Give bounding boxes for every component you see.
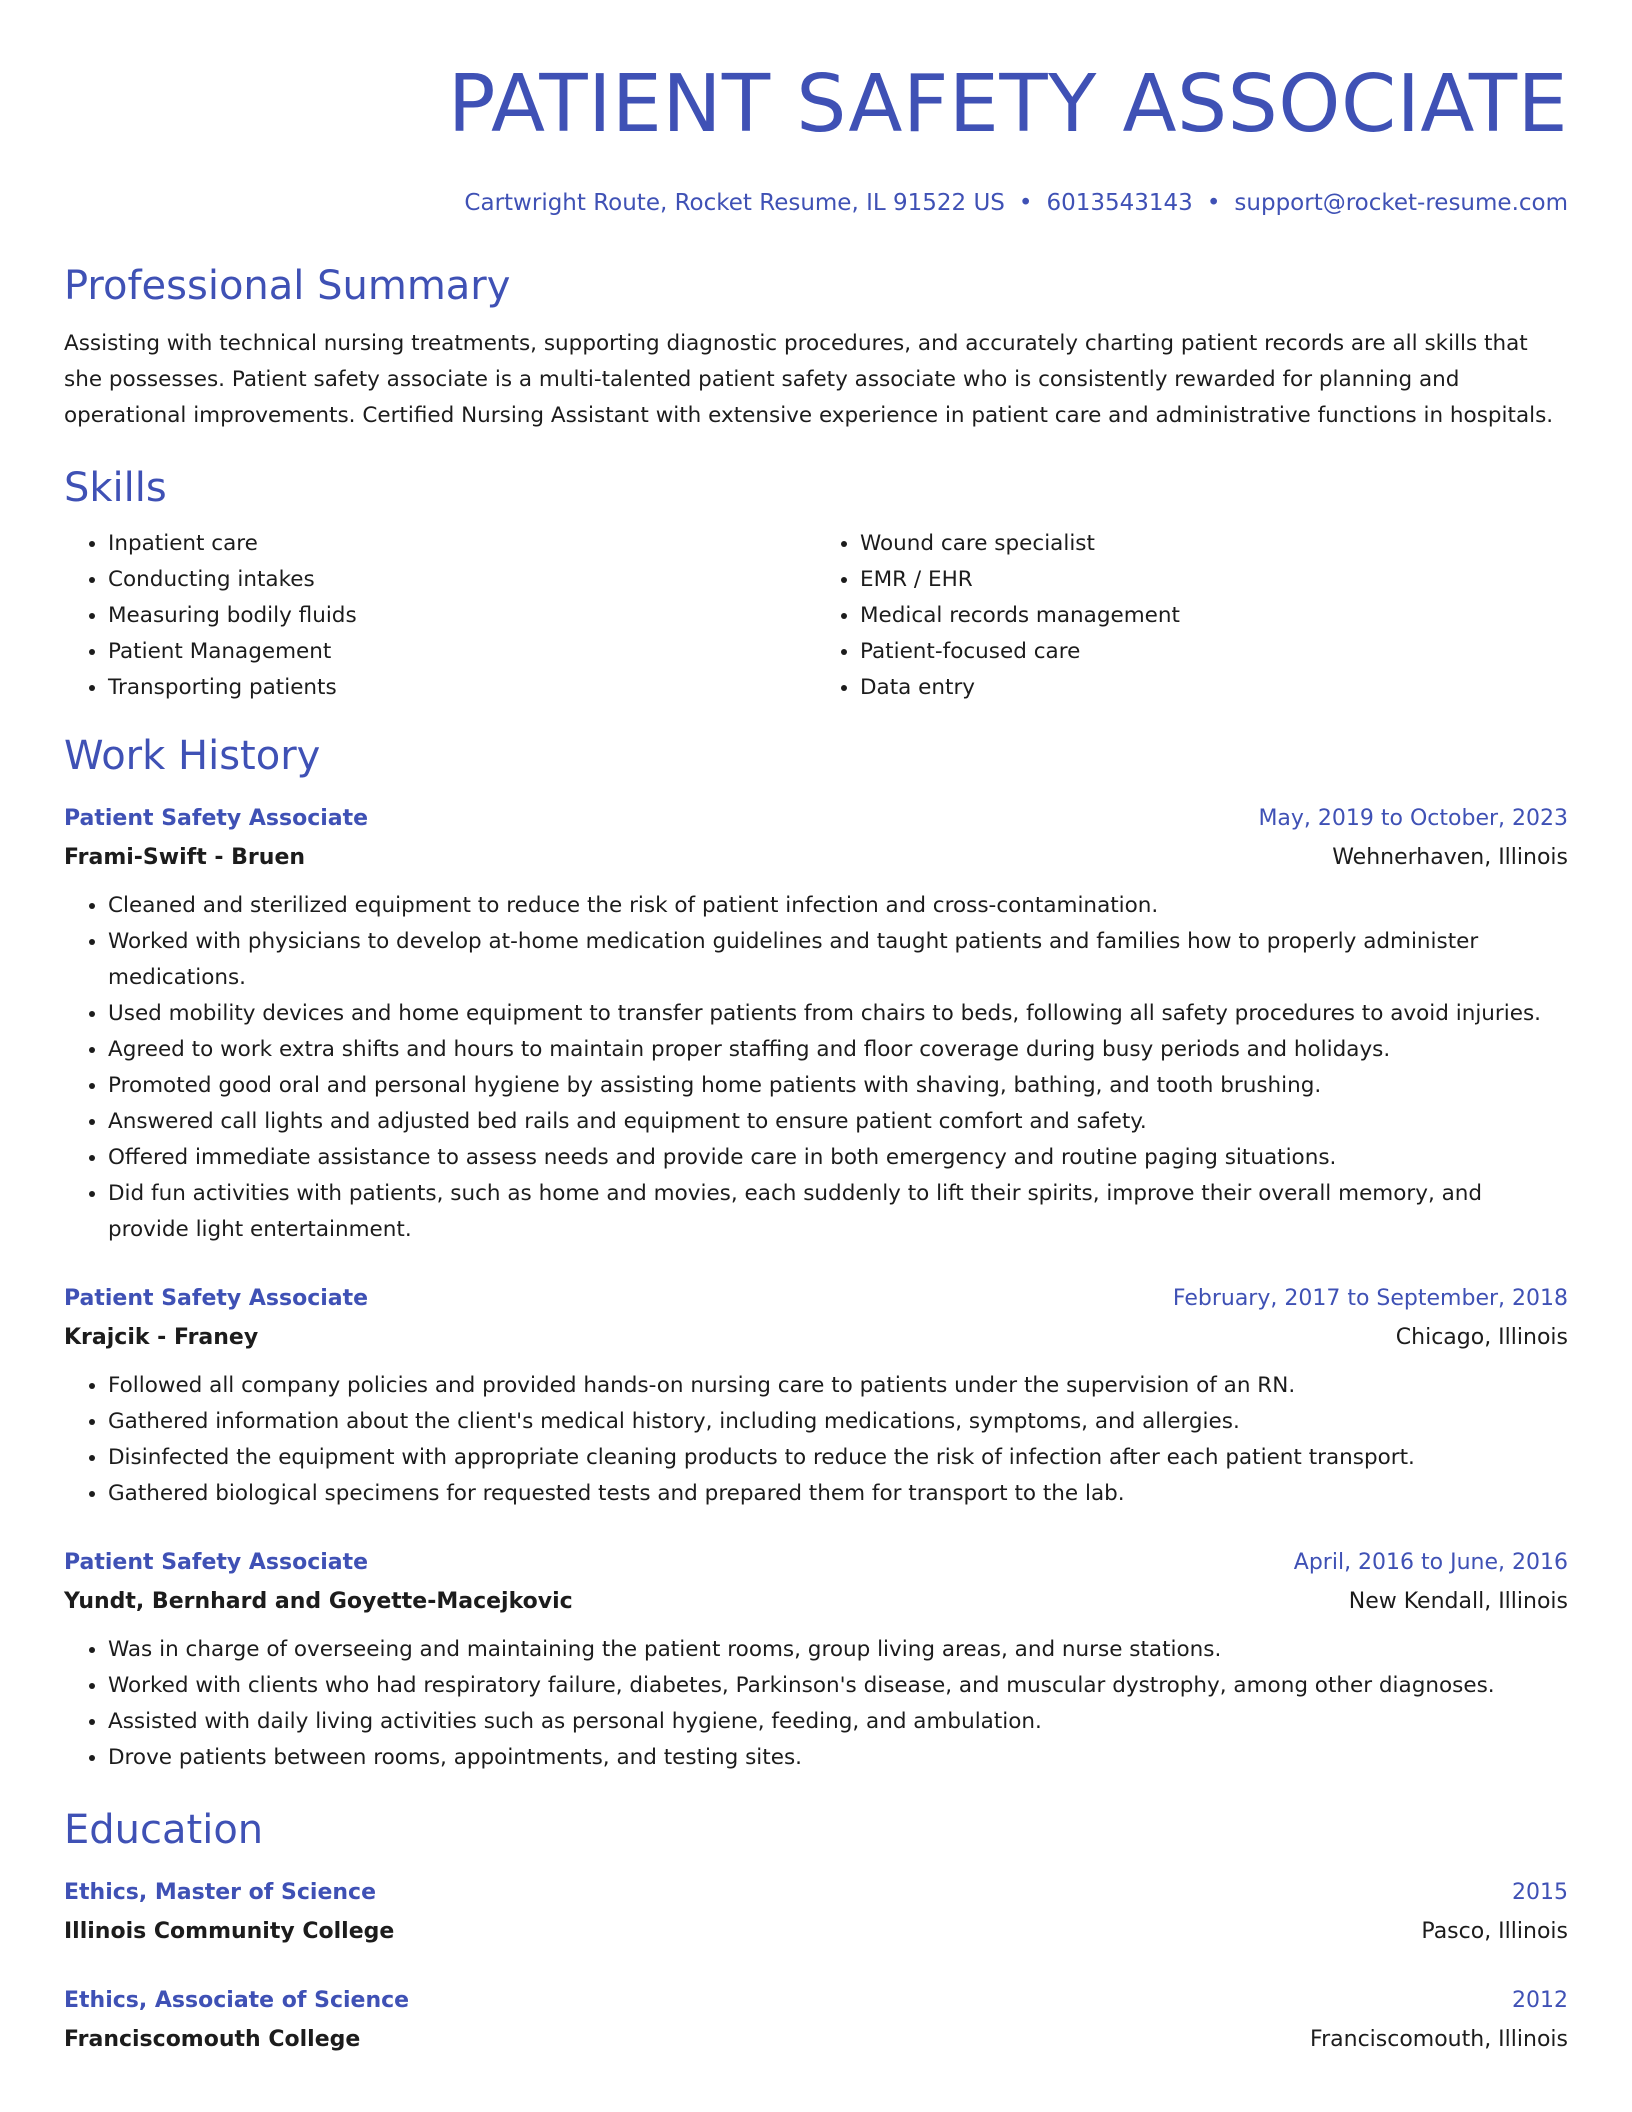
job-company: Krajcik - Franey	[64, 1325, 259, 1350]
job-bullet: • Assisted with daily living activities such as personal hygiene, feeding, and ambulation.	[108, 1704, 1568, 1740]
contact-separator: •	[1018, 190, 1033, 216]
education-location: Franciscomouth, Illinois	[1310, 2027, 1568, 2052]
skill-item: • Patient-focused care	[860, 634, 1568, 670]
education-school: Illinois Community College	[64, 1919, 395, 1944]
job-title: Patient Safety Associate	[64, 1286, 369, 1311]
job-bullet: • Followed all company policies and provided hands-on nursing care to patients under the supervision of an RN.	[108, 1368, 1568, 1404]
job-bullet: • Did fun activities with patients, such as home and movies, each suddenly to lift their spirits, improve their overall memory, and provide light entertainment.	[108, 1176, 1568, 1248]
job-entry	[64, 802, 1568, 1248]
skill-item: • Medical records management	[860, 598, 1568, 634]
job-bullet: • Gathered biological specimens for requested tests and prepared them for transport to the lab.	[108, 1476, 1568, 1512]
job-bullet: • Worked with physicians to develop at-home medication guidelines and taught patients and families how to properly administer medications.	[108, 924, 1568, 996]
skill-item: • Conducting intakes	[108, 562, 816, 598]
skill-item: • Patient Management	[108, 634, 816, 670]
skill-item: • Wound care specialist	[860, 526, 1568, 562]
skill-item: • Transporting patients	[108, 670, 816, 706]
skill-item: • Data entry	[860, 670, 1568, 706]
job-title: Patient Safety Associate	[64, 806, 369, 831]
job-entry	[64, 1546, 1568, 1776]
education-entry	[64, 1984, 1568, 2058]
education-location: Pasco, Illinois	[1421, 1919, 1568, 1944]
skills-grid	[64, 526, 1568, 706]
job-location: Chicago, Illinois	[1395, 1325, 1568, 1350]
skills-heading: Skills	[64, 465, 167, 511]
job-bullet: • Was in charge of overseeing and maintaining the patient rooms, group living areas, and nurse stations.	[108, 1632, 1568, 1668]
summary-heading: Professional Summary	[64, 263, 511, 309]
contact-address: Cartwright Route, Rocket Resume, IL 91522 US	[464, 190, 1005, 216]
job-bullet: • Cleaned and sterilized equipment to reduce the risk of patient infection and cross-contamination.	[108, 888, 1568, 924]
education-degree: Ethics, Associate of Science	[64, 1988, 410, 2013]
job-bullet: • Drove patients between rooms, appointments, and testing sites.	[108, 1740, 1568, 1776]
job-bullet: • Promoted good oral and personal hygiene by assisting home patients with shaving, bathing, and tooth brushing.	[108, 1068, 1568, 1104]
job-entry	[64, 1282, 1568, 1512]
contact-line	[64, 188, 1568, 218]
job-bullet: • Agreed to work extra shifts and hours to maintain proper staffing and floor coverage during busy periods and holidays.	[108, 1032, 1568, 1068]
resume-title: PATIENT SAFETY ASSOCIATE	[447, 58, 1568, 150]
job-bullet: • Worked with clients who had respiratory failure, diabetes, Parkinson's disease, and muscular dystrophy, among other diagnoses.	[108, 1668, 1568, 1704]
job-location: New Kendall, Illinois	[1348, 1589, 1568, 1614]
job-title: Patient Safety Associate	[64, 1550, 369, 1575]
education-degree: Ethics, Master of Science	[64, 1880, 376, 1905]
job-bullet: • Answered call lights and adjusted bed rails and equipment to ensure patient comfort and safety.	[108, 1104, 1568, 1140]
contact-separator: •	[1206, 190, 1221, 216]
skill-item: • Inpatient care	[108, 526, 816, 562]
job-dates: April, 2016 to June, 2016	[1293, 1550, 1568, 1575]
education-year: 2012	[1512, 1988, 1568, 2013]
job-company: Frami-Swift - Bruen	[64, 845, 306, 870]
job-bullets	[64, 1632, 1568, 1776]
job-bullets	[64, 1368, 1568, 1512]
job-bullets	[64, 888, 1568, 1248]
skill-item: • EMR / EHR	[860, 562, 1568, 598]
skills-list-left	[64, 526, 816, 706]
skills-list-right	[816, 526, 1568, 706]
education-entry	[64, 1876, 1568, 1950]
summary-text: Assisting with technical nursing treatments, supporting diagnostic procedures, and accurately charting patient records are all skills that she possesses. Patient safety associate is a multi-talented patient safety associate who is consistently rewarded for planning and operational improvements. Certified Nursing Assistant with extensive experience in patient care and administrative functions in hospitals.	[64, 331, 1554, 428]
work-history-heading: Work History	[64, 733, 321, 779]
job-bullet: • Disinfected the equipment with appropriate cleaning products to reduce the risk of infection after each patient transport.	[108, 1440, 1568, 1476]
job-location: Wehnerhaven, Illinois	[1332, 845, 1568, 870]
job-bullet: • Used mobility devices and home equipment to transfer patients from chairs to beds, following all safety procedures to avoid injuries.	[108, 996, 1568, 1032]
education-year: 2015	[1512, 1880, 1568, 1905]
education-heading: Education	[64, 1807, 264, 1853]
education-school: Franciscomouth College	[64, 2027, 361, 2052]
job-dates: May, 2019 to October, 2023	[1258, 806, 1568, 831]
job-bullet: • Gathered information about the client's medical history, including medications, symptoms, and allergies.	[108, 1404, 1568, 1440]
contact-email[interactable]: support@rocket-resume.com	[1234, 190, 1568, 216]
skill-item: • Measuring bodily fluids	[108, 598, 816, 634]
job-bullet: • Offered immediate assistance to assess needs and provide care in both emergency and routine paging situations.	[108, 1140, 1568, 1176]
job-company: Yundt, Bernhard and Goyette-Macejkovic	[64, 1589, 573, 1614]
job-dates: February, 2017 to September, 2018	[1172, 1286, 1568, 1311]
contact-phone: 6013543143	[1046, 190, 1193, 216]
